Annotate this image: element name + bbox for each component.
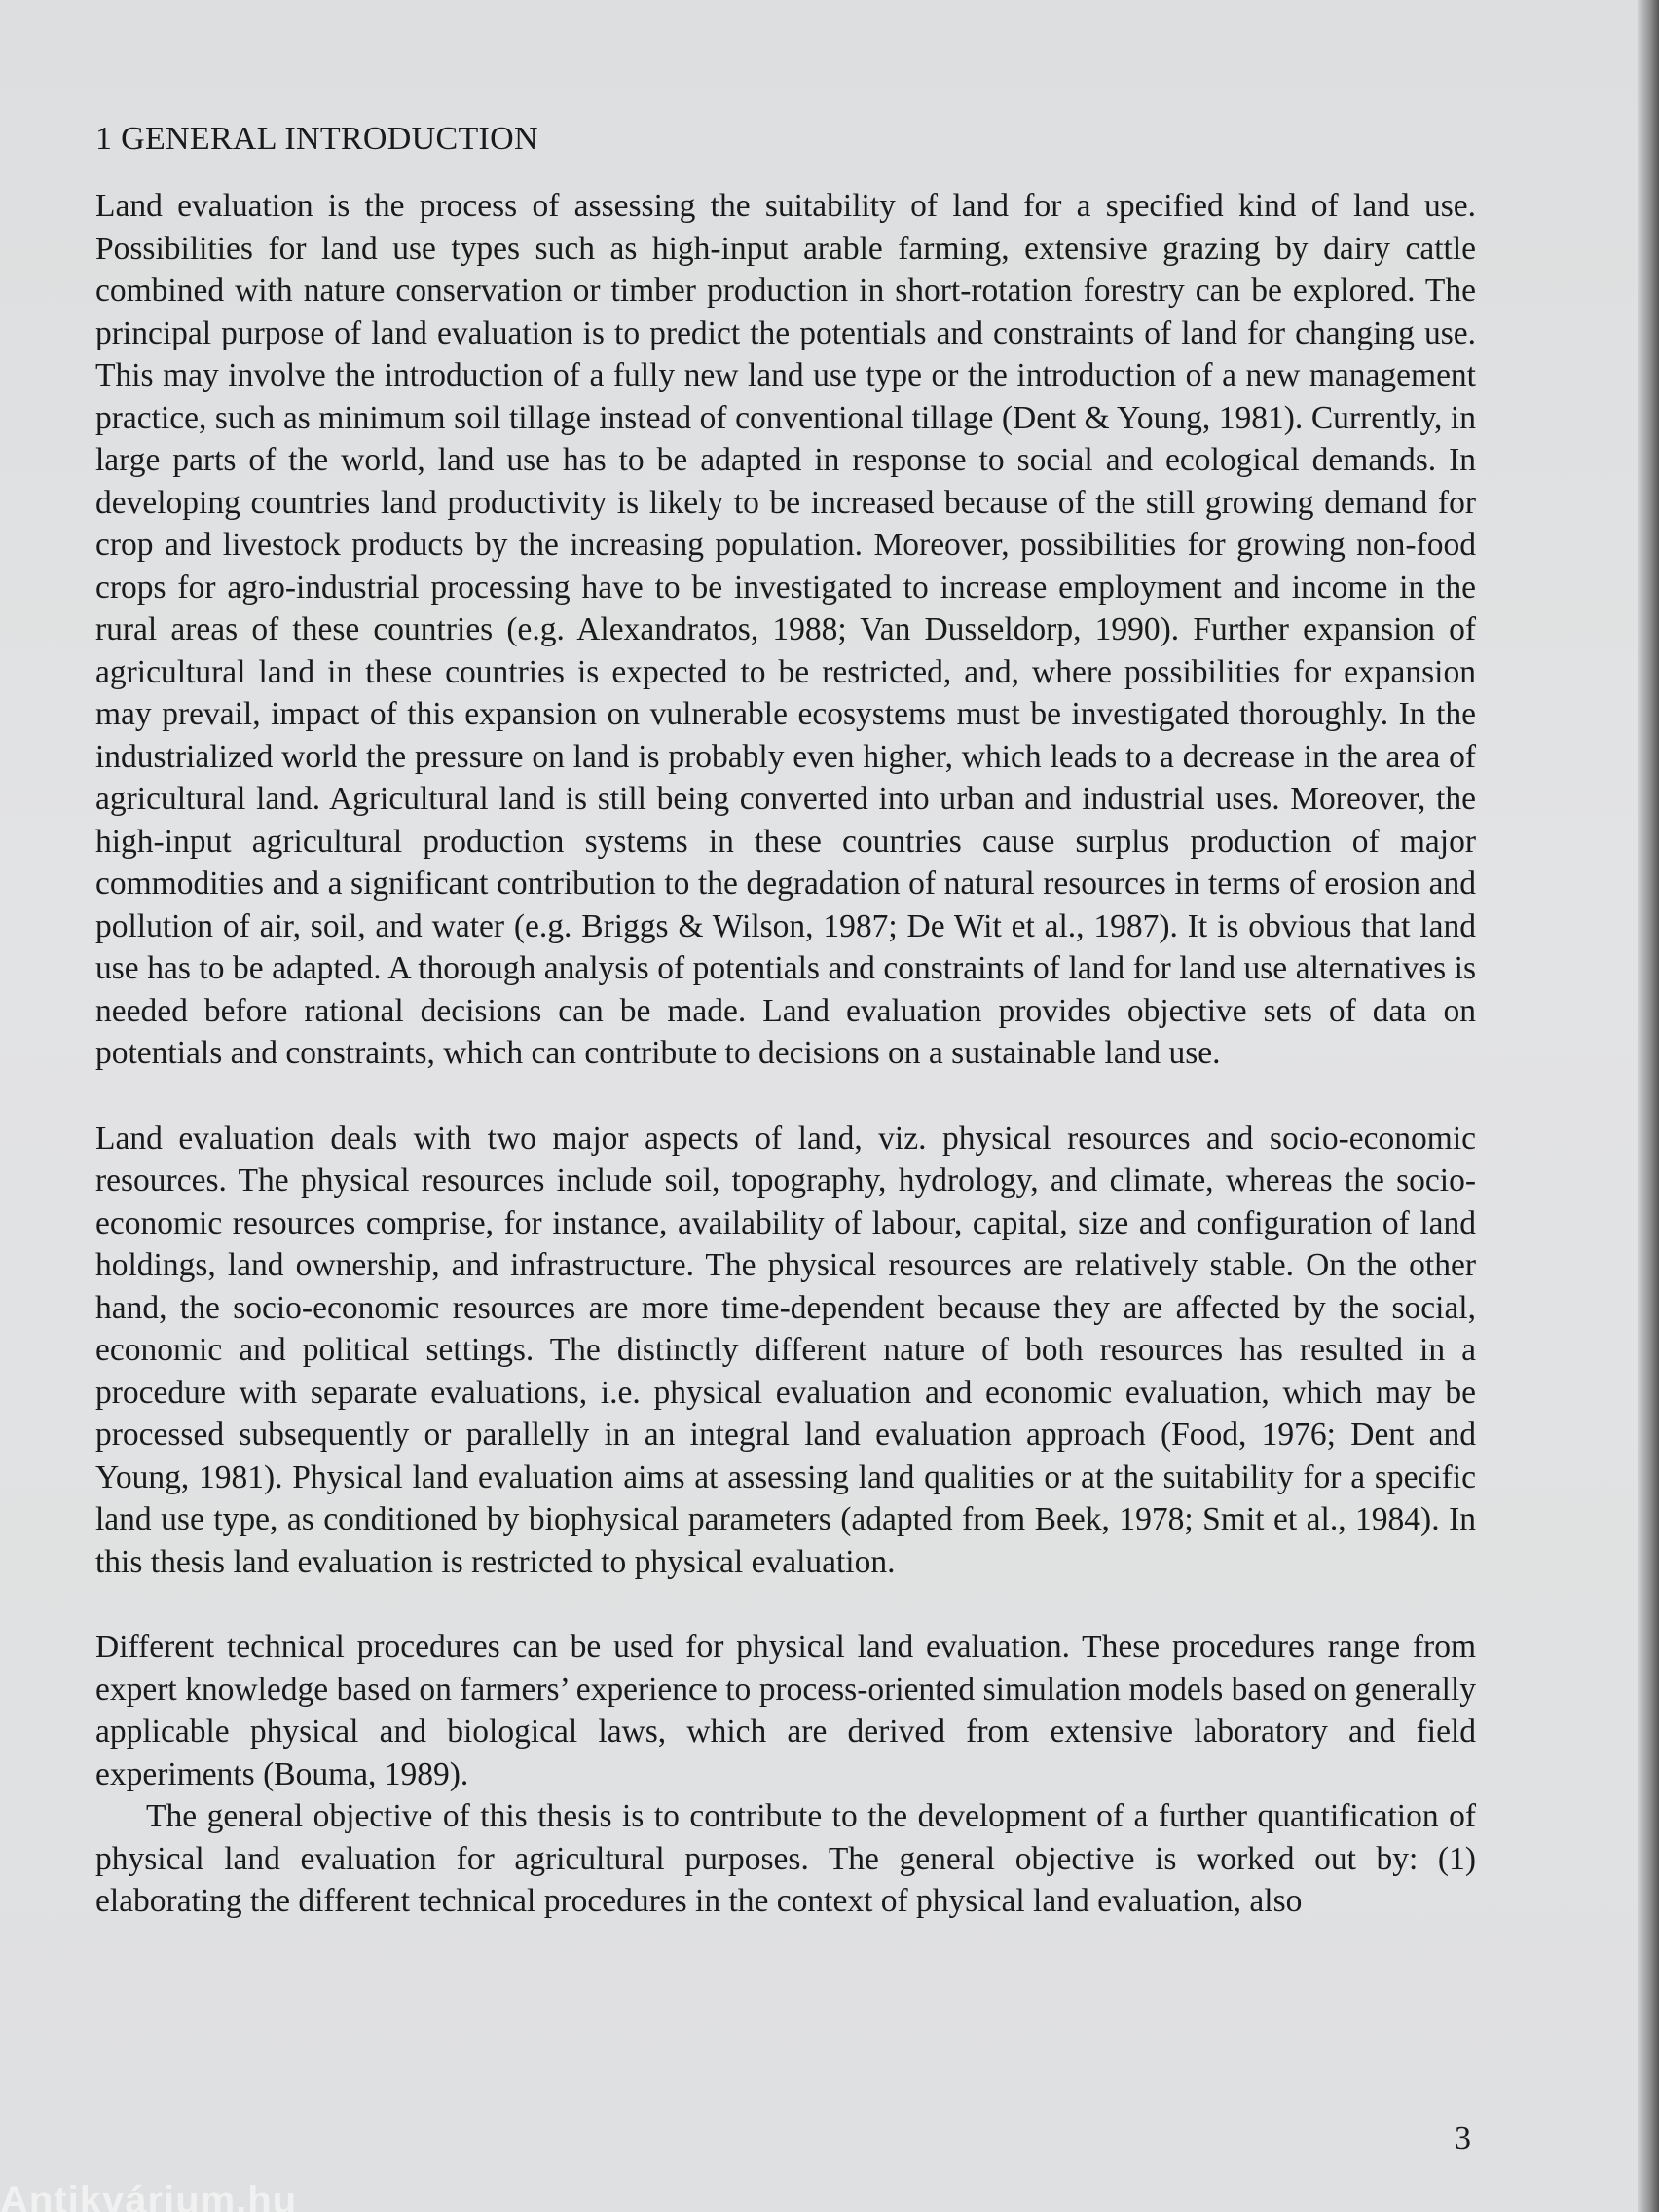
paragraph-2: Land evaluation deals with two major aspects of land, viz. physical resources and socio-economic resources. The physical resources include soil, topography, hydrology, and climate, whereas the socio-economic resources comprise, for instance, availability of labour, capital, size and configuration of land holdings, land ownership, and infrastructure. The physical resources are relatively stable. On the other hand, the socio-economic resources are more time-dependent because they are affected by the social, economic and political settings. The distinctly different nature of both resources has resulted in a procedure with separate evaluations, i.e. physical evaluation and economic evaluation, which may be processed subsequently or parallelly in an integral land evaluation approach (Food, 1976; Dent and Young, 1981). Physical land evaluation aims at assessing land qualities or at the suitability for a specific land use type, as conditioned by biophysical parameters (adapted from Beek, 1978; Smit et al., 1984). In this thesis land evaluation is restricted to physical evaluation. (95, 1120, 1476, 1580)
watermark: Antikvárium.hu (0, 2179, 298, 2212)
paragraph-1: Land evaluation is the process of assessing the suitability of land for a specified kind of land use. Possibilities for land use types such as high-input arable farming, extensive grazing by dairy cattle combined with nature conservation or timber production in short-rotation forestry can be explored. The principal purpose of land evaluation is to predict the potentials and constraints of land for changing use. This may involve the introduction of a fully new land use type or the introduction of a new management practice, such as minimum soil tillage instead of conventional tillage (Dent & Young, 1981). Currently, in large parts of the world, land use has to be adapted in response to social and ecological demands. In developing countries land productivity is likely to be increased because of the still growing demand for crop and livestock products by the increasing population. Moreover, possibilities for growing non-food crops for agro-industrial processing have to be investigated to increase employment and income in the rural areas of these countries (e.g. Alexandratos, 1988; Van Dusseldorp, 1990). Further expansion of agricultural land in these countries is expected to be restricted, and, where possibilities for expansion may prevail, impact of this expansion on vulnerable ecosystems must be investigated thoroughly. In the industrialized world the pressure on land is probably even higher, which leads to a decrease in the area of agricultural land. Agricultural land is still being converted into urban and industrial uses. Moreover, the high-input agricultural production systems in these countries cause surplus production of major commodities and a significant contribution to the degradation of natural resources in terms of erosion and pollution of air, soil, and water (e.g. Briggs & Wilson, 1987; De Wit et al., 1987). It is obvious that land use has to be adapted. A thorough analysis of potentials and constraints of land for land use alternatives is needed before rational decisions can be made. Land evaluation provides objective sets of data on potentials and constraints, which can contribute to decisions on a sustainable land use. (95, 188, 1476, 1071)
paragraph-3: Different technical procedures can be used for physical land evaluation. These procedures range from expert knowledge based on farmers’ experience to process-oriented simulation models based on generally applicable physical and biological laws, which are derived from extensive laboratory and field experiments (Bouma, 1989). (95, 1629, 1476, 1792)
paragraph-4: The general objective of this thesis is to contribute to the development of a further quantification of physical land evaluation for agricultural purposes. The general objective is worked out by: (1) elaborating the different technical procedures in the context of physical land evaluation, also (95, 1798, 1476, 1919)
text-body (95, 115, 1476, 1966)
chapter-heading: 1 GENERAL INTRODUCTION (95, 121, 538, 157)
page-number: 3 (1455, 2120, 1471, 2157)
page-edge-shadow (1638, 0, 1659, 2212)
